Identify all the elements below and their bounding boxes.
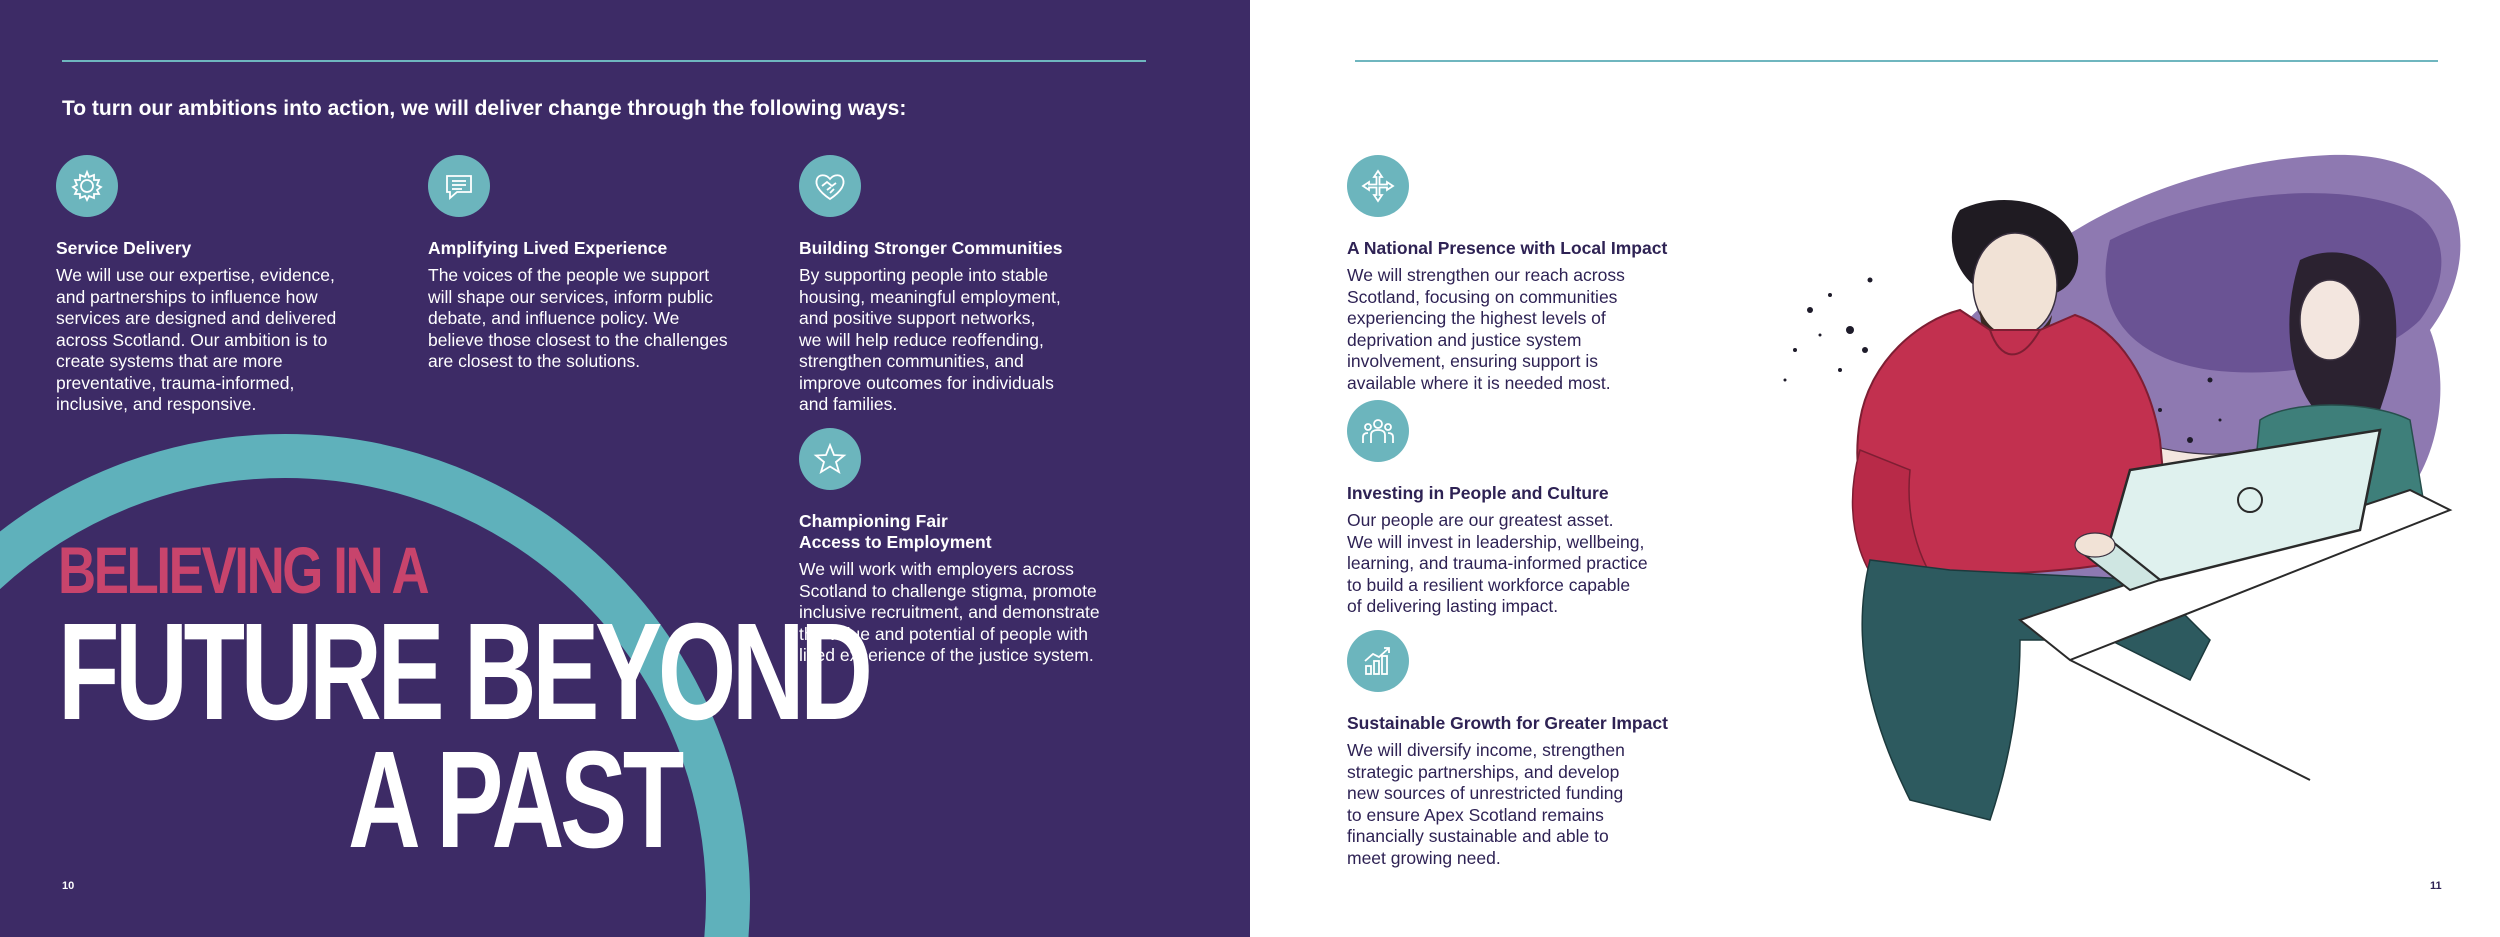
item-body: We will use our expertise, evidence, and partnerships to influence how services are designed and delivered across Scotland. Our ambition is to create systems that are more preventative, trauma-informed, inclusive, and responsive.: [56, 265, 337, 414]
headline-line-1: BELIEVING IN A: [58, 533, 428, 607]
item-title: Amplifying Lived Experience: [428, 238, 668, 258]
item-body: We will strengthen our reach across Scotland, focusing on communities experiencing the highest levels of deprivation and justice system involvement, ensuring support is available where it is needed most.: [1347, 265, 1625, 393]
item-investing-in-people: [1347, 400, 1707, 618]
headline-line-3: A PAST: [348, 723, 680, 877]
item-building-stronger-communities: [799, 155, 1139, 416]
item-title: Service Delivery: [56, 238, 192, 258]
item-title: Building Stronger Communities: [799, 238, 1063, 258]
item-title: Investing in People and Culture: [1347, 483, 1609, 503]
star-icon: [799, 428, 861, 490]
intro-heading: To turn our ambitions into action, we will deliver change through the following ways:: [62, 97, 907, 120]
item-title: Sustainable Growth for Greater Impact: [1347, 713, 1668, 733]
item-body: The voices of the people we support will shape our services, inform public debate, and influence policy. We believe those closest to the challenges are closest to the solutions.: [428, 265, 728, 371]
growth-chart-icon: [1347, 630, 1409, 692]
two-people-laptop-illustration: [1690, 120, 2490, 870]
page-number: 10: [62, 880, 75, 892]
item-body: Our people are our greatest asset. We will invest in leadership, wellbeing, learning, and trauma-informed practice to build a resilient workforce capable of delivering lasting impact.: [1347, 510, 1648, 616]
item-body: By supporting people into stable housing, meaningful employment, and positive support networks, we will help reduce reoffending, strengthen communities, and improve outcomes for individuals and families.: [799, 265, 1061, 414]
right-page: [1250, 0, 2500, 937]
top-rule: [1355, 60, 2438, 62]
item-body: We will work with employers across Scotland to challenge stigma, promote inclusive recruitment, and demonstrate the value and potential of people with lived experience of the justice system.: [799, 559, 1100, 665]
item-amplifying-lived-experience: [428, 155, 768, 373]
item-title: Championing Fair Access to Employment: [799, 511, 992, 552]
item-national-presence: [1347, 155, 1707, 394]
compass-arrows-icon: [1347, 155, 1409, 217]
heart-handshake-icon: [799, 155, 861, 217]
people-group-icon: [1347, 400, 1409, 462]
item-title: A National Presence with Local Impact: [1347, 238, 1668, 258]
page-number: 11: [2430, 880, 2442, 892]
headline-line-2: FUTURE BEYOND: [58, 595, 869, 749]
item-body: We will diversify income, strengthen strategic partnerships, and develop new sources of unrestricted funding to ensure Apex Scotland remains financially sustainable and able to meet growing need.: [1347, 740, 1625, 868]
gear-icon: [56, 155, 118, 217]
headline: [58, 532, 869, 877]
item-service-delivery: [56, 155, 386, 416]
speech-bubble-icon: [428, 155, 490, 217]
top-rule: [62, 60, 1146, 62]
item-sustainable-growth: [1347, 630, 1707, 869]
